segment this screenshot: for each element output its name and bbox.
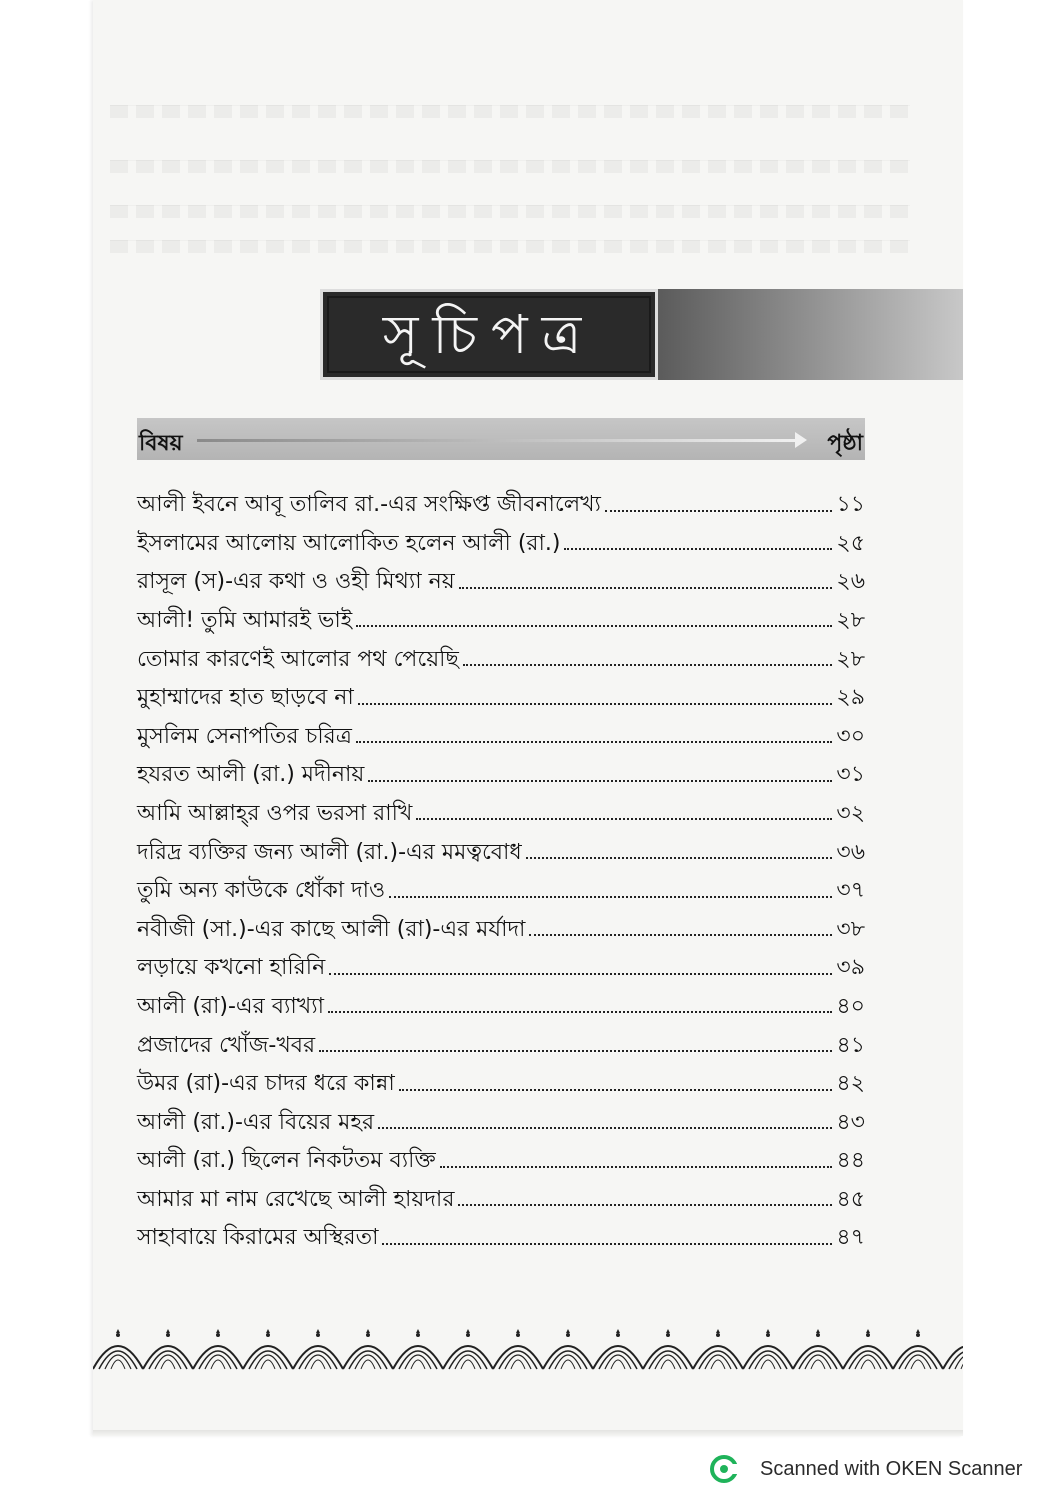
- toc-entry-page: ৩৮: [836, 916, 865, 942]
- leader-dots: [358, 703, 833, 705]
- toc-entry: [137, 1213, 865, 1252]
- toc-entry: [137, 1175, 865, 1214]
- toc-entry-title: মুসলিম সেনাপতির চরিত্র: [137, 723, 352, 749]
- toc-entry-page: ২৬: [836, 569, 865, 595]
- toc-entry: [137, 634, 865, 673]
- toc-entry: [137, 827, 865, 866]
- toc-entry-title: আমার মা নাম রেখেছে আলী হায়দার: [137, 1186, 455, 1212]
- page-title: সূচিপত্র: [382, 302, 596, 366]
- toc-entry-page: ৩২: [836, 800, 865, 826]
- toc-entry-page: ৪৩: [836, 1109, 865, 1135]
- toc-entry-page: ৪০: [836, 993, 865, 1019]
- leader-dots: [356, 741, 833, 743]
- toc-entry-title: আমি আল্লাহ্‌র ওপর ভরসা রাখি: [137, 800, 413, 826]
- toc-entry-title: উমর (রা)-এর চাদর ধরে কান্না: [137, 1071, 395, 1097]
- toc-entry-title: তোমার কারণেই আলোর পথ পেয়েছি: [137, 646, 459, 672]
- leader-dots: [329, 973, 832, 975]
- toc-entry: [137, 866, 865, 905]
- leader-dots: [382, 1243, 832, 1245]
- toc-entry: [137, 596, 865, 635]
- page-bottom-edge: [93, 1430, 963, 1436]
- oken-scanner-logo-icon: [710, 1455, 738, 1483]
- toc-entry-title: আলী (রা.) ছিলেন নিকটতম ব্যক্তি: [137, 1148, 436, 1174]
- toc-entry: [137, 673, 865, 712]
- toc-entry-page: ৪৪: [836, 1148, 865, 1174]
- toc-entry: [137, 1059, 865, 1098]
- leader-dots: [458, 1204, 832, 1206]
- toc-entry-title: তুমি অন্য কাউকে ধোঁকা দাও: [137, 878, 386, 904]
- subject-header: বিষয়: [139, 431, 183, 456]
- toc-entry: [137, 1098, 865, 1137]
- toc-entry-page: ২৮: [836, 607, 865, 633]
- leader-dots: [416, 818, 832, 820]
- page-header: পৃষ্ঠা: [827, 431, 863, 456]
- toc-entry-page: ১১: [836, 492, 865, 518]
- bleed-through-line: [110, 105, 910, 118]
- scanner-label: Scanned with OKEN Scanner: [760, 1457, 1023, 1480]
- toc-entry-title: রাসূল (স)-এর কথা ও ওহী মিথ্যা নয়: [137, 569, 455, 595]
- leader-dots: [368, 780, 832, 782]
- toc-entry-page: ২৮: [836, 646, 865, 672]
- toc-entry-title: আলী ইবনে আবূ তালিব রা.-এর সংক্ষিপ্ত জীবনালেখ্য: [137, 492, 601, 518]
- toc-entry-page: ৩৯: [836, 955, 865, 981]
- toc-header-bar: [137, 418, 865, 460]
- toc-entry-title: আলী (রা.)-এর বিয়ের মহর: [137, 1109, 375, 1135]
- bleed-through-line: [110, 205, 910, 218]
- toc-entry: [137, 789, 865, 828]
- toc-entry: [137, 1020, 865, 1059]
- toc-entry-page: ৪২: [836, 1071, 865, 1097]
- toc-entry-title: হযরত আলী (রা.) মদীনায়: [137, 762, 365, 788]
- scanner-watermark: [710, 1455, 1022, 1483]
- leader-dots: [459, 587, 833, 589]
- toc-entry: [137, 480, 865, 519]
- leader-dots: [529, 934, 832, 936]
- toc-entry-page: ৩৬: [836, 839, 865, 865]
- leader-dots: [389, 896, 832, 898]
- toc-entry-page: ৩০: [836, 723, 865, 749]
- toc-entry: [137, 712, 865, 751]
- toc-entry-title: মুহাম্মাদের হাত ছাড়বে না: [137, 685, 354, 711]
- toc-entry: [137, 750, 865, 789]
- toc-entry-title: আলী (রা)-এর ব্যাখ্যা: [137, 993, 324, 1019]
- toc-entry-title: আলী! তুমি আমারই ভাই: [137, 607, 353, 633]
- leader-dots: [463, 664, 833, 666]
- toc-entry-title: দরিদ্র ব্যক্তির জন্য আলী (রা.)-এর মমত্ববোধ: [137, 839, 522, 865]
- toc-entry: [137, 943, 865, 982]
- leader-dots: [378, 1127, 832, 1129]
- toc-entry-page: ২৯: [836, 685, 865, 711]
- leader-dots: [328, 1011, 832, 1013]
- bleed-through-line: [110, 160, 910, 173]
- toc-entry: [137, 1136, 865, 1175]
- toc-entry-page: ৪৭: [836, 1225, 865, 1251]
- toc-entry-title: লড়ায়ে কখনো হারিনি: [137, 955, 326, 981]
- toc-entry: [137, 557, 865, 596]
- leader-dots: [319, 1050, 832, 1052]
- toc-entry-page: ৩৭: [836, 878, 865, 904]
- arrow-right-icon: [795, 432, 807, 448]
- toc-entry-page: ৩১: [836, 762, 865, 788]
- decorative-border-ornament: [93, 1329, 963, 1371]
- leader-dots: [564, 548, 832, 550]
- toc-entry-title: সাহাবায়ে কিরামের অস্থিরতা: [137, 1225, 379, 1251]
- toc-entry-page: ৪১: [836, 1032, 865, 1058]
- header-arrow-line: [197, 439, 797, 442]
- leader-dots: [356, 625, 832, 627]
- toc-entry: [137, 519, 865, 558]
- toc-entry-page: ২৫: [836, 530, 865, 556]
- leader-dots: [399, 1089, 833, 1091]
- toc-entry-title: প্রজাদের খোঁজ-খবর: [137, 1032, 316, 1058]
- leader-dots: [526, 857, 833, 859]
- leader-dots: [440, 1166, 833, 1168]
- toc-entry-title: নবীজী (সা.)-এর কাছে আলী (রা)-এর মর্যাদা: [137, 916, 526, 942]
- toc-entry: [137, 905, 865, 944]
- toc-entry-title: ইসলামের আলোয় আলোকিত হলেন আলী (রা.): [137, 530, 561, 556]
- table-of-contents: [137, 480, 865, 1252]
- bleed-through-line: [110, 240, 910, 253]
- toc-entry-page: ৪৫: [836, 1186, 865, 1212]
- title-box: [320, 289, 658, 380]
- toc-entry: [137, 982, 865, 1021]
- leader-dots: [605, 510, 833, 512]
